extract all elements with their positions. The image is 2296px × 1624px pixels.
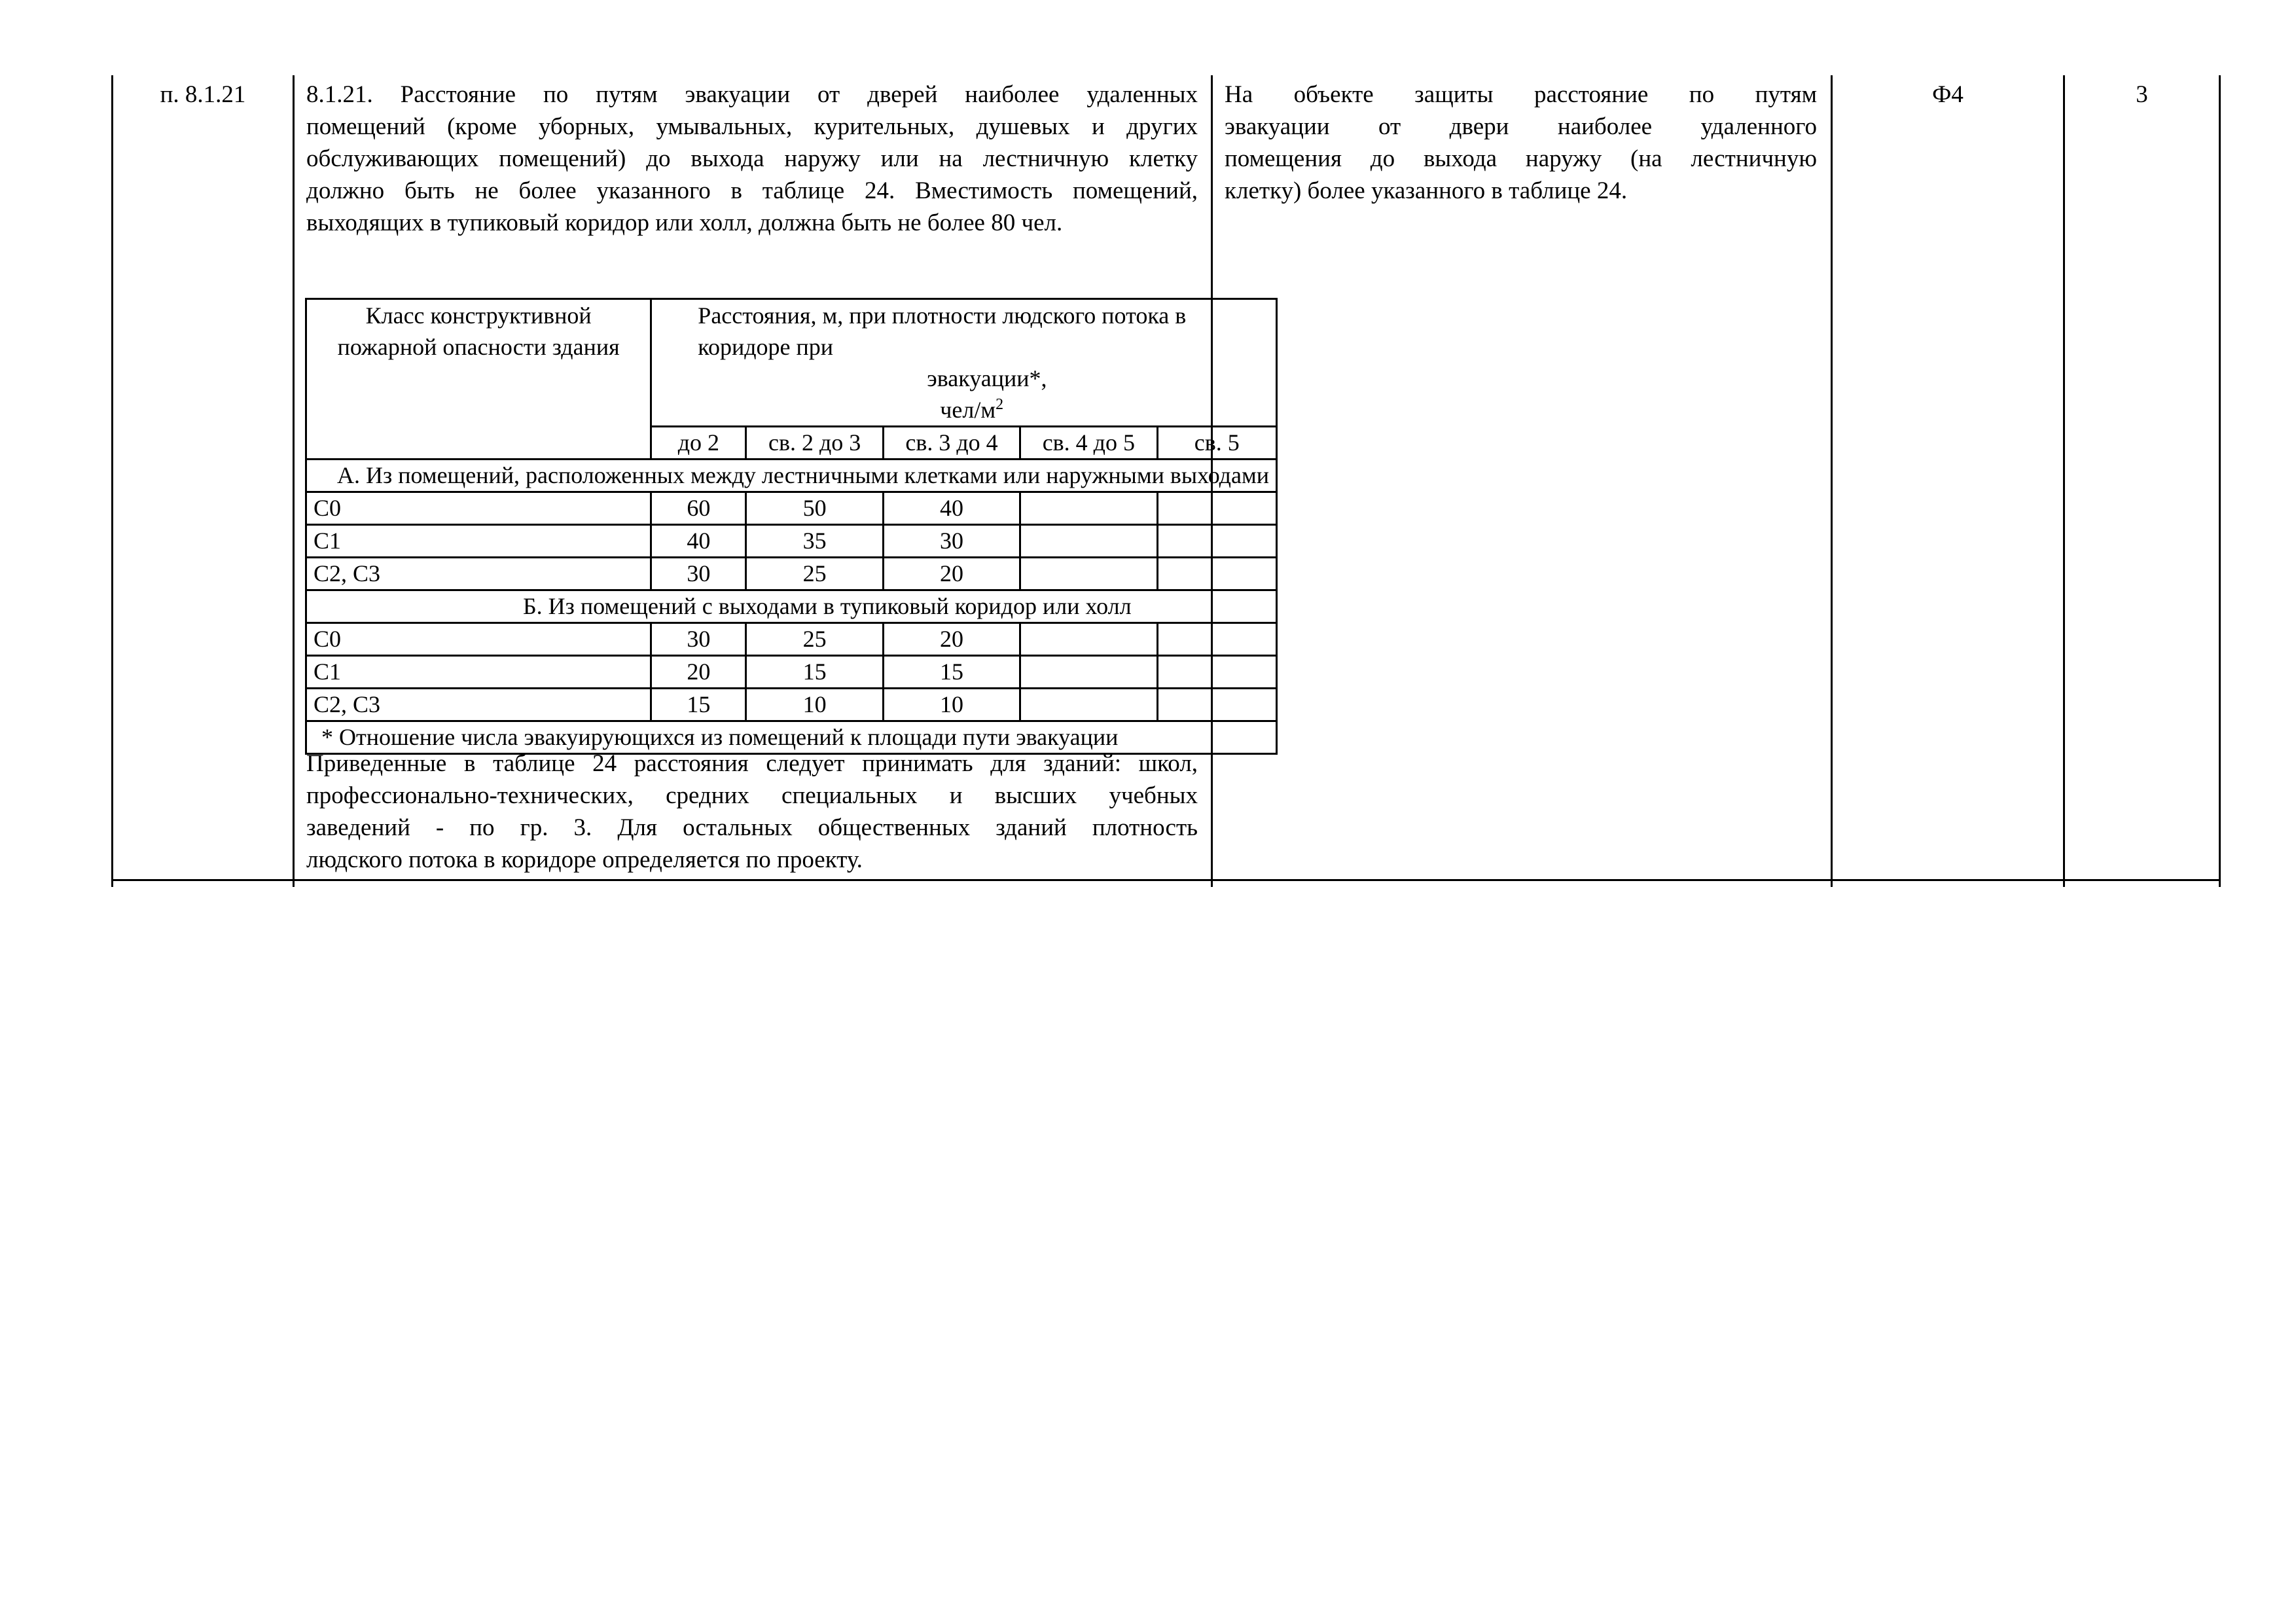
clause-reference: п. 8.1.21 xyxy=(160,81,246,108)
header-distance-line1: Расстояния, м, при плотности людского потока в коридоре при xyxy=(698,302,1187,360)
violation-line: клетку) более указанного в таблице 24. xyxy=(1225,177,1628,204)
header-distance xyxy=(651,299,1277,427)
requirement-line: выходящих в тупиковый коридор или холл, должна быть не более 80 чел. xyxy=(306,209,1063,236)
table-footnote: * Отношение числа эвакуирующихся из помещений к площади пути эвакуации xyxy=(306,721,1277,754)
value-cell xyxy=(1157,656,1277,689)
density-col: св. 3 до 4 xyxy=(883,427,1020,460)
violation-line: На объекте защиты расстояние по путям xyxy=(1225,81,1817,108)
violation-text xyxy=(1225,79,1817,207)
value-cell: 30 xyxy=(651,623,746,656)
class-cell: С1 xyxy=(306,525,651,558)
requirement-line: помещений (кроме уборных, умывальных, курительных, душевых и других xyxy=(306,113,1198,140)
outer-border-left xyxy=(111,75,113,887)
functional-class: Ф4 xyxy=(1932,81,1964,108)
value-cell: 50 xyxy=(746,492,883,525)
table-24 xyxy=(305,298,1278,755)
value-cell: 20 xyxy=(651,656,746,689)
value-cell: 10 xyxy=(746,689,883,721)
value-cell xyxy=(1020,525,1157,558)
class-cell: С1 xyxy=(306,656,651,689)
requirement-line: обслуживающих помещений) до выхода наружу или на лестничную клетку xyxy=(306,145,1198,172)
value-cell xyxy=(1020,689,1157,721)
requirement-line: должно быть не более указанного в таблице 24. Вместимость помещений, xyxy=(306,177,1198,204)
violation-line: помещения до выхода наружу (на лестничную xyxy=(1225,145,1817,172)
table-note xyxy=(306,748,1198,876)
outer-border-right xyxy=(2219,75,2221,887)
section-b-heading: Б. Из помещений с выходами в тупиковый коридор или холл xyxy=(306,590,1277,623)
column-divider-4 xyxy=(2063,75,2065,887)
class-cell: С0 xyxy=(306,623,651,656)
count-value: 3 xyxy=(2136,81,2148,108)
value-cell xyxy=(1020,656,1157,689)
value-cell: 20 xyxy=(883,558,1020,590)
value-cell: 25 xyxy=(746,558,883,590)
value-cell: 60 xyxy=(651,492,746,525)
note-line: Приведенные в таблице 24 расстояния следует принимать для зданий: школ, xyxy=(306,750,1198,777)
class-cell: С0 xyxy=(306,492,651,525)
header-class: Класс конструктивной пожарной опасности здания xyxy=(306,299,651,460)
density-col: св. 4 до 5 xyxy=(1020,427,1157,460)
violation-line: эвакуации от двери наиболее удаленного xyxy=(1225,113,1817,140)
value-cell: 40 xyxy=(651,525,746,558)
density-col: св. 5 xyxy=(1157,427,1277,460)
note-line: людского потока в коридоре определяется по проекту. xyxy=(306,846,863,873)
value-cell: 30 xyxy=(651,558,746,590)
section-a-heading: А. Из помещений, расположенных между лестничными клетками или наружными выходами xyxy=(306,460,1277,492)
value-cell xyxy=(1157,623,1277,656)
value-cell xyxy=(1157,689,1277,721)
column-divider-3 xyxy=(1831,75,1833,887)
value-cell: 30 xyxy=(883,525,1020,558)
value-cell xyxy=(1020,492,1157,525)
requirement-text xyxy=(306,79,1198,239)
value-cell xyxy=(1157,525,1277,558)
value-cell xyxy=(1020,558,1157,590)
outer-border-bottom xyxy=(111,879,2221,881)
density-col: до 2 xyxy=(651,427,746,460)
value-cell xyxy=(1157,492,1277,525)
header-distance-unit: чел/м xyxy=(940,397,996,423)
value-cell: 10 xyxy=(883,689,1020,721)
value-cell: 35 xyxy=(746,525,883,558)
header-distance-line2: эвакуации*, xyxy=(927,365,1047,391)
density-col: св. 2 до 3 xyxy=(746,427,883,460)
value-cell: 15 xyxy=(883,656,1020,689)
header-distance-sup: 2 xyxy=(996,396,1004,413)
value-cell xyxy=(1157,558,1277,590)
note-line: профессионально-технических, средних специальных и высших учебных xyxy=(306,782,1198,809)
class-cell: С2, С3 xyxy=(306,689,651,721)
value-cell: 20 xyxy=(883,623,1020,656)
table-24-container xyxy=(305,298,1270,750)
column-divider-1 xyxy=(293,75,295,887)
value-cell: 15 xyxy=(651,689,746,721)
value-cell xyxy=(1020,623,1157,656)
note-line: заведений - по гр. 3. Для остальных общественных зданий плотность xyxy=(306,814,1198,841)
requirement-line: 8.1.21. Расстояние по путям эвакуации от дверей наиболее удаленных xyxy=(306,81,1198,108)
value-cell: 25 xyxy=(746,623,883,656)
value-cell: 15 xyxy=(746,656,883,689)
value-cell: 40 xyxy=(883,492,1020,525)
class-cell: С2, С3 xyxy=(306,558,651,590)
